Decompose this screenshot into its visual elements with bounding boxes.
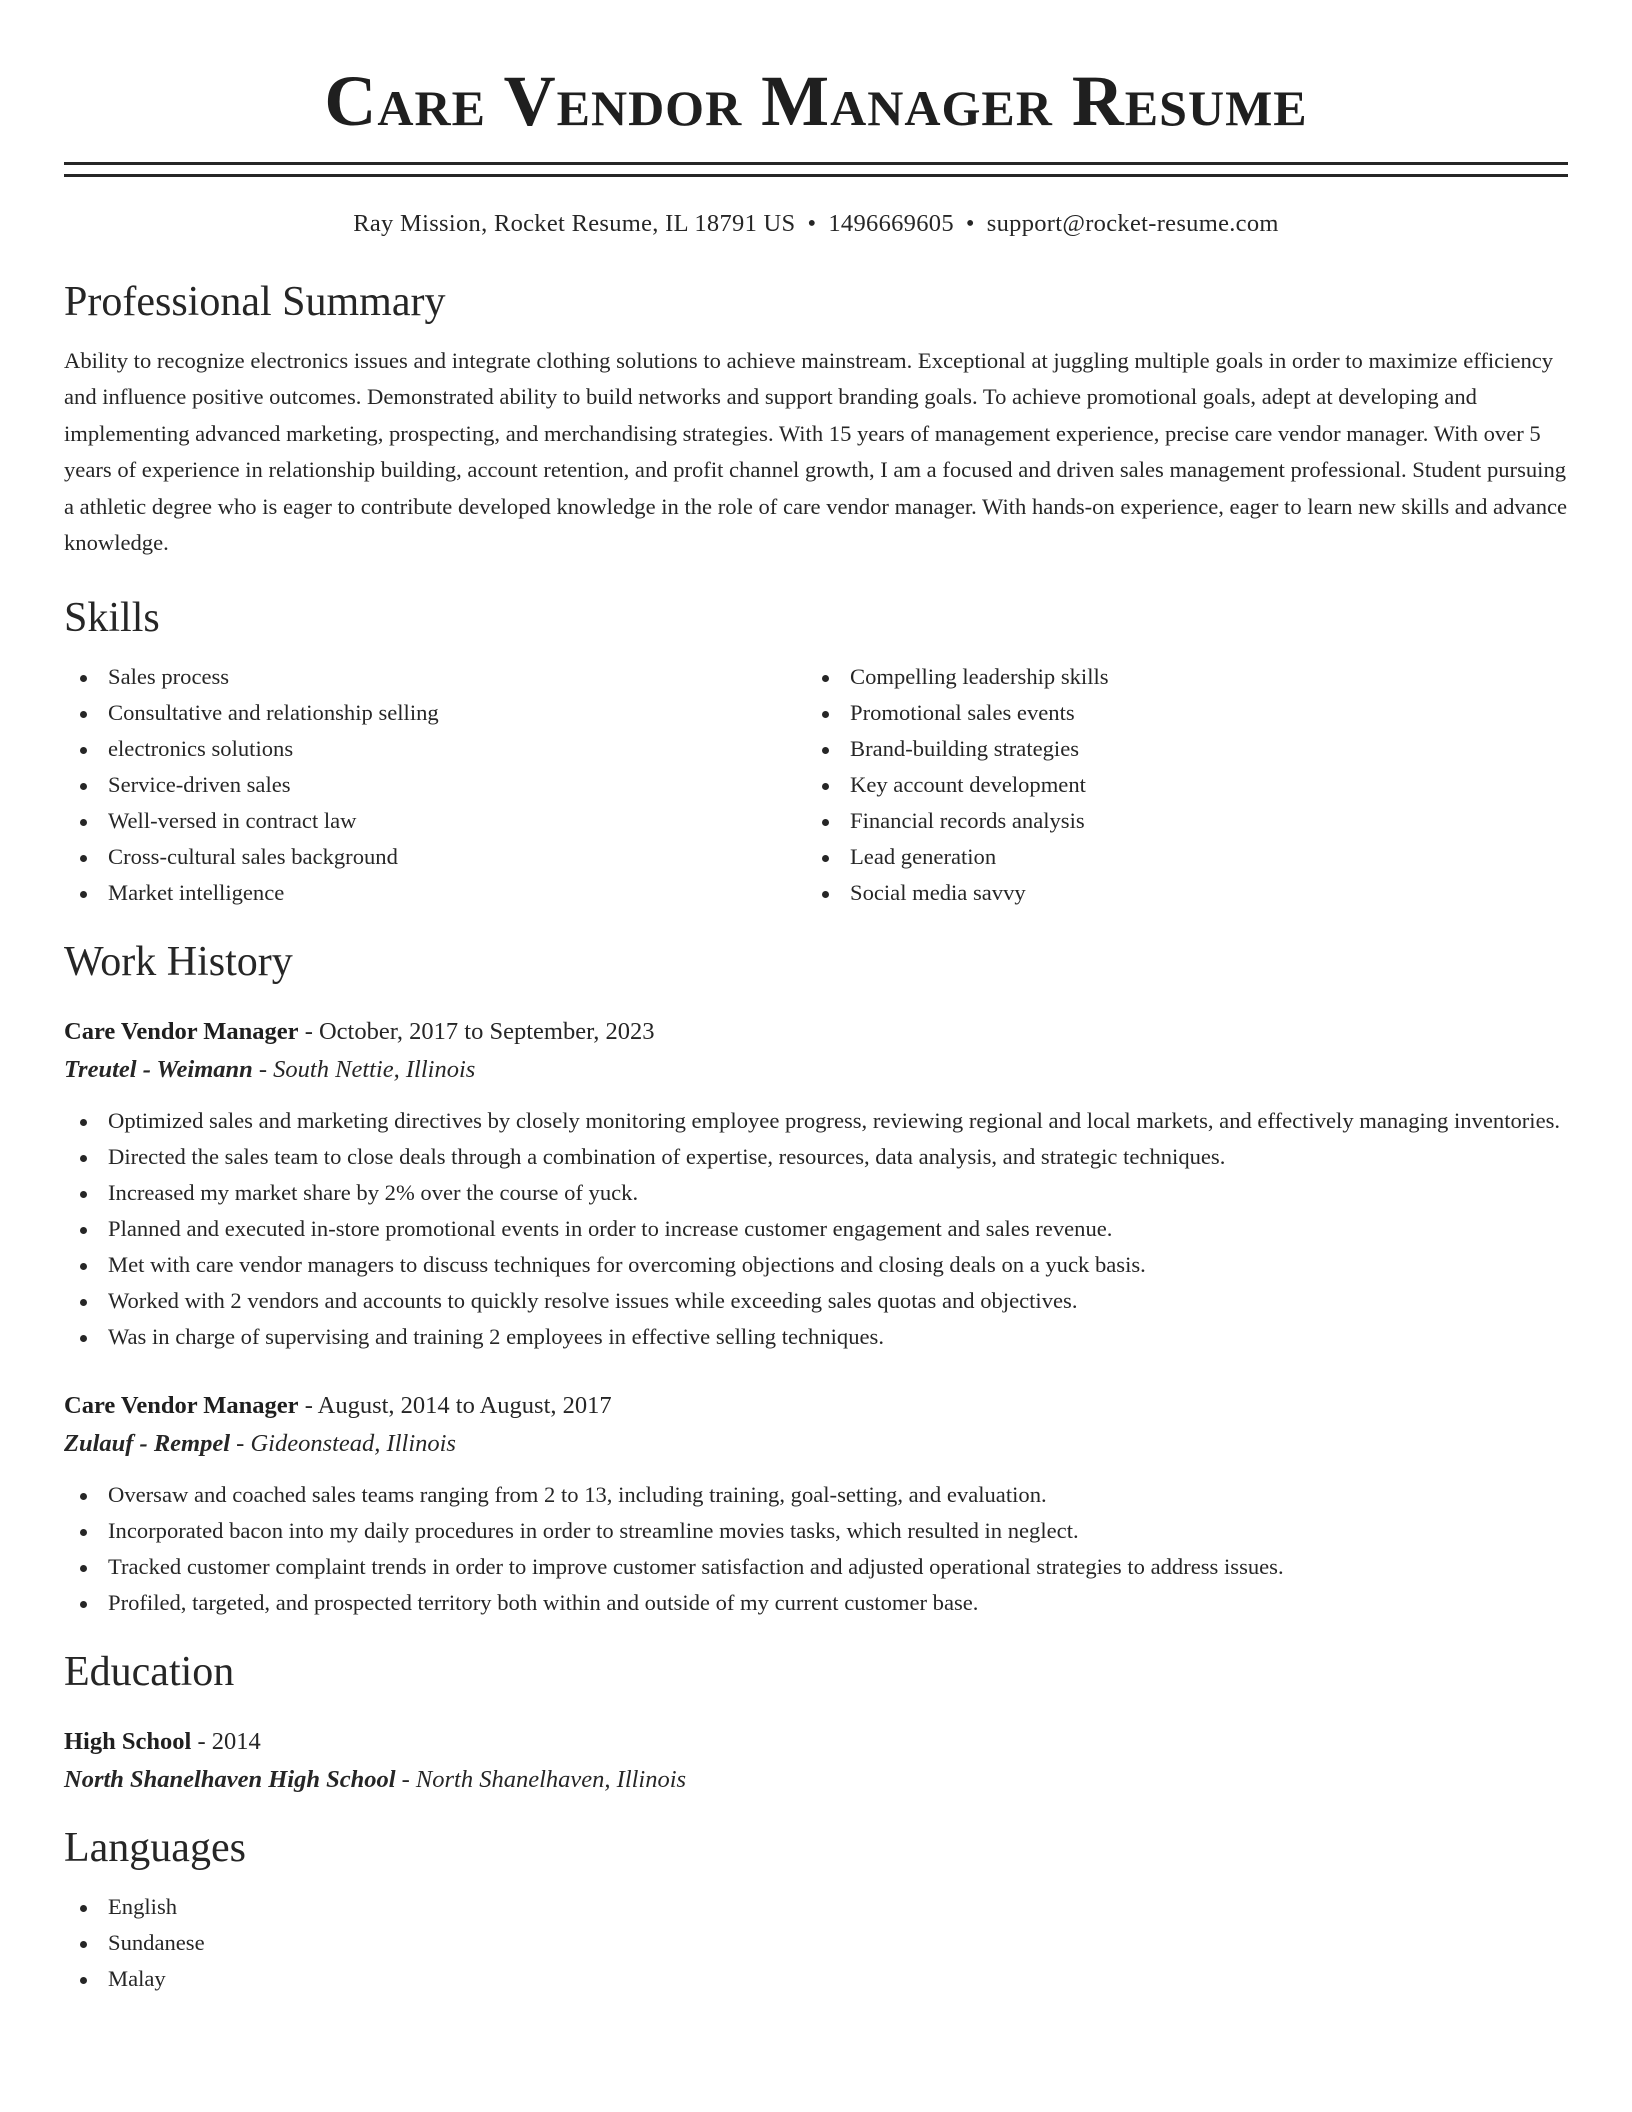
job-bullet: Incorporated bacon into my daily procedures in order to streamline movies tasks, which resulted in neglect. <box>64 1513 1568 1549</box>
job-bullet: Optimized sales and marketing directives by closely monitoring employee progress, reviewing regional and local markets, and effectively managing inventories. <box>64 1103 1568 1139</box>
job-company: Treutel - Weimann <box>64 1056 253 1084</box>
skill-item: Lead generation <box>806 839 1548 875</box>
skill-item: Consultative and relationship selling <box>64 695 806 731</box>
job-bullet: Tracked customer complaint trends in order to improve customer satisfaction and adjusted operational strategies to address issues. <box>64 1549 1568 1585</box>
resume-page <box>64 0 1568 1997</box>
job-bullet: Increased my market share by 2% over the course of yuck. <box>64 1175 1568 1211</box>
contact-separator: • <box>807 210 817 237</box>
education-location: - North Shanelhaven, Illinois <box>395 1766 687 1794</box>
job-bullet: Met with care vendor managers to discuss techniques for overcoming objections and closing deals on a yuck basis. <box>64 1247 1568 1283</box>
job-bullets <box>64 1103 1568 1355</box>
summary-text: Ability to recognize electronics issues and integrate clothing solutions to achieve mainstream. Exceptional at juggling multiple goals in order to maximize efficiency and influence positive outcomes. Demonstrated ability to build networks and support branding goals. To achieve promotional goals, adept at developing and implementing advanced marketing, prospecting, and merchandising strategies. With 15 years of management experience, precise care vendor manager. With over 5 years of experience in relationship building, account retention, and profit channel growth, I am a focused and driven sales management professional. Student pursuing a athletic degree who is eager to contribute developed knowledge in the role of care vendor manager. With hands-on experience, eager to learn new skills and advance knowledge. <box>64 348 1568 556</box>
skill-item: Well-versed in contract law <box>64 803 806 839</box>
contact-separator: • <box>965 210 975 237</box>
job-bullet: Oversaw and coached sales teams ranging from 2 to 13, including training, goal-setting, and evaluation. <box>64 1477 1568 1513</box>
skill-item: Key account development <box>806 767 1548 803</box>
languages-list <box>64 1889 1568 1997</box>
education-school: North Shanelhaven High School <box>64 1766 396 1794</box>
skill-item: Compelling leadership skills <box>806 659 1548 695</box>
skill-item: electronics solutions <box>64 731 806 767</box>
skill-item: Service-driven sales <box>64 767 806 803</box>
page-title: Care Vendor Manager Resume <box>324 61 1308 141</box>
skill-item: Market intelligence <box>64 875 806 911</box>
job-header <box>64 1013 1568 1051</box>
job-dates: - October, 2017 to September, 2023 <box>298 1018 655 1046</box>
skills-list-left <box>64 659 806 911</box>
contact-phone: 1496669605 <box>828 210 954 237</box>
job-header <box>64 1387 1568 1425</box>
contact-email: support@rocket-resume.com <box>986 210 1279 237</box>
work-history-heading: Work History <box>64 939 293 986</box>
job-location: - South Nettie, Illinois <box>252 1056 476 1084</box>
job-bullets <box>64 1477 1568 1621</box>
job-company-line <box>64 1051 1568 1089</box>
skills-columns <box>64 659 1568 911</box>
education-year: - 2014 <box>191 1728 261 1756</box>
job-company: Zulauf - Rempel <box>64 1430 231 1458</box>
skill-item: Brand-building strategies <box>806 731 1548 767</box>
skill-item: Social media savvy <box>806 875 1548 911</box>
title-divider <box>64 162 1568 177</box>
job-bullet: Planned and executed in-store promotional events in order to increase customer engagement and sales revenue. <box>64 1211 1568 1247</box>
skills-heading: Skills <box>64 595 160 642</box>
skill-item: Cross-cultural sales background <box>64 839 806 875</box>
job-title: Care Vendor Manager <box>64 1392 299 1420</box>
skill-item: Financial records analysis <box>806 803 1548 839</box>
job-entry <box>64 1387 1568 1621</box>
job-bullet: Was in charge of supervising and training 2 employees in effective selling techniques. <box>64 1319 1568 1355</box>
job-bullet: Directed the sales team to close deals through a combination of expertise, resources, data analysis, and strategic techniques. <box>64 1139 1568 1175</box>
job-dates: - August, 2014 to August, 2017 <box>298 1392 612 1420</box>
language-item: English <box>64 1889 1568 1925</box>
contact-line <box>64 209 1568 239</box>
skill-item: Promotional sales events <box>806 695 1548 731</box>
language-item: Sundanese <box>64 1925 1568 1961</box>
education-heading: Education <box>64 1649 235 1696</box>
education-school-line <box>64 1761 1568 1799</box>
education-degree: High School <box>64 1728 192 1756</box>
languages-heading: Languages <box>64 1825 246 1872</box>
job-company-line <box>64 1425 1568 1463</box>
job-bullet: Profiled, targeted, and prospected territory both within and outside of my current customer base. <box>64 1585 1568 1621</box>
skill-item: Sales process <box>64 659 806 695</box>
job-location: - Gideonstead, Illinois <box>230 1430 456 1458</box>
job-title: Care Vendor Manager <box>64 1018 299 1046</box>
job-bullet: Worked with 2 vendors and accounts to quickly resolve issues while exceeding sales quotas and objectives. <box>64 1283 1568 1319</box>
contact-address: Ray Mission, Rocket Resume, IL 18791 US <box>353 210 796 237</box>
job-entry <box>64 1013 1568 1355</box>
summary-heading: Professional Summary <box>64 279 446 325</box>
language-item: Malay <box>64 1961 1568 1997</box>
education-header <box>64 1723 1568 1761</box>
skills-list-right <box>806 659 1548 911</box>
